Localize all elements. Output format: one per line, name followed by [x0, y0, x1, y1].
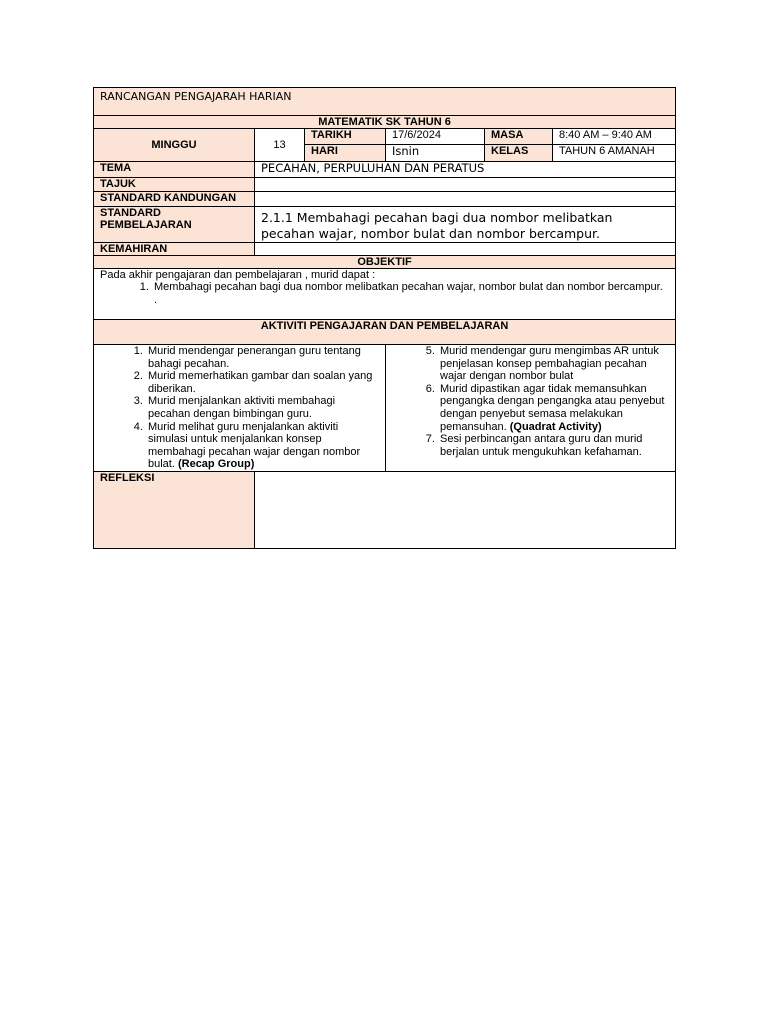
tajuk-label: TAJUK — [94, 178, 255, 192]
aktiviti-item-6: 6. Murid dipastikan agar tidak memansuhkan pengangka dengan pengangka atau penyebut dengan penyebut semasa melakukan pemansuhan. (Quadrat Activity) — [438, 383, 669, 433]
aktiviti-right-cell — [386, 345, 676, 472]
aktiviti-right-list — [392, 345, 669, 458]
objektif-body — [94, 269, 676, 320]
tajuk-value — [255, 178, 676, 192]
refleksi-value — [255, 472, 676, 549]
aktiviti-item-3: 3. Murid menjalankan aktiviti membahagi pecahan dengan bimbingan guru. — [146, 395, 379, 420]
aktiviti-item-1: 1. Murid mendengar penerangan guru tentang bahagi pecahan. — [146, 345, 379, 370]
hari-value: Isnin — [386, 145, 485, 162]
lesson-plan-table — [93, 87, 676, 549]
standard-kandungan-value — [255, 192, 676, 207]
aktiviti-item-4: 4. Murid melihat guru menjalankan aktiviti simulasi untuk menjalankan konsep membahagi pecahan wajar dengan nombor bulat. (Recap Group) — [146, 421, 379, 471]
minggu-value: 13 — [255, 129, 305, 162]
aktiviti-left-cell — [94, 345, 386, 472]
standard-pembelajaran-value: 2.1.1 Membahagi pecahan bagi dua nombor melibatkan pecahan wajar, nombor bulat dan nombor bercampur. — [255, 207, 676, 243]
standard-pembelajaran-label-line2: PEMBELAJARAN — [100, 219, 192, 231]
aktiviti-item-5: 5. Murid mendengar guru mengimbas AR untuk penjelasan konsep pembahagian pecahan wajar dengan nombor bulat — [438, 345, 669, 383]
hari-label: HARI — [305, 145, 386, 162]
minggu-label: MINGGU — [94, 129, 255, 162]
tarikh-value: 17/6/2024 — [386, 129, 485, 145]
aktiviti-item-2: 2. Murid memerhatikan gambar dan soalan yang diberikan. — [146, 370, 379, 395]
kelas-label: KELAS — [485, 145, 553, 162]
refleksi-label: REFLEKSI — [94, 472, 255, 549]
objektif-list — [100, 281, 669, 294]
standard-pembelajaran-label — [94, 207, 255, 243]
aktiviti-left-list — [100, 345, 379, 471]
objektif-trailing: . — [154, 293, 158, 306]
masa-label: MASA — [485, 129, 553, 145]
objektif-header: OBJEKTIF — [94, 256, 676, 269]
subject-header: MATEMATIK SK TAHUN 6 — [94, 116, 676, 129]
tema-value: PECAHAN, PERPULUHAN DAN PERATUS — [255, 162, 676, 178]
kemahiran-value — [255, 243, 676, 256]
objektif-item: 1. Membahagi pecahan bagi dua nombor melibatkan pecahan wajar, nombor bulat dan nombor bercampur. — [152, 281, 669, 294]
kelas-value: TAHUN 6 AMANAH — [553, 145, 676, 162]
kemahiran-label: KEMAHIRAN — [94, 243, 255, 256]
standard-pembelajaran-label-line1: STANDARD — [100, 207, 161, 219]
objektif-intro: Pada akhir pengajaran dan pembelajaran , murid dapat : — [100, 269, 376, 281]
masa-value: 8:40 AM – 9:40 AM — [553, 129, 676, 145]
tema-label: TEMA — [94, 162, 255, 178]
aktiviti-header: AKTIVITI PENGAJARAN DAN PEMBELAJARAN — [94, 320, 676, 345]
document-title: RANCANGAN PENGAJARAH HARIAN — [94, 88, 676, 116]
standard-kandungan-label: STANDARD KANDUNGAN — [94, 192, 255, 207]
tarikh-label: TARIKH — [305, 129, 386, 145]
aktiviti-item-7: 7. Sesi perbincangan antara guru dan murid berjalan untuk mengukuhkan kefahaman. — [438, 433, 669, 458]
